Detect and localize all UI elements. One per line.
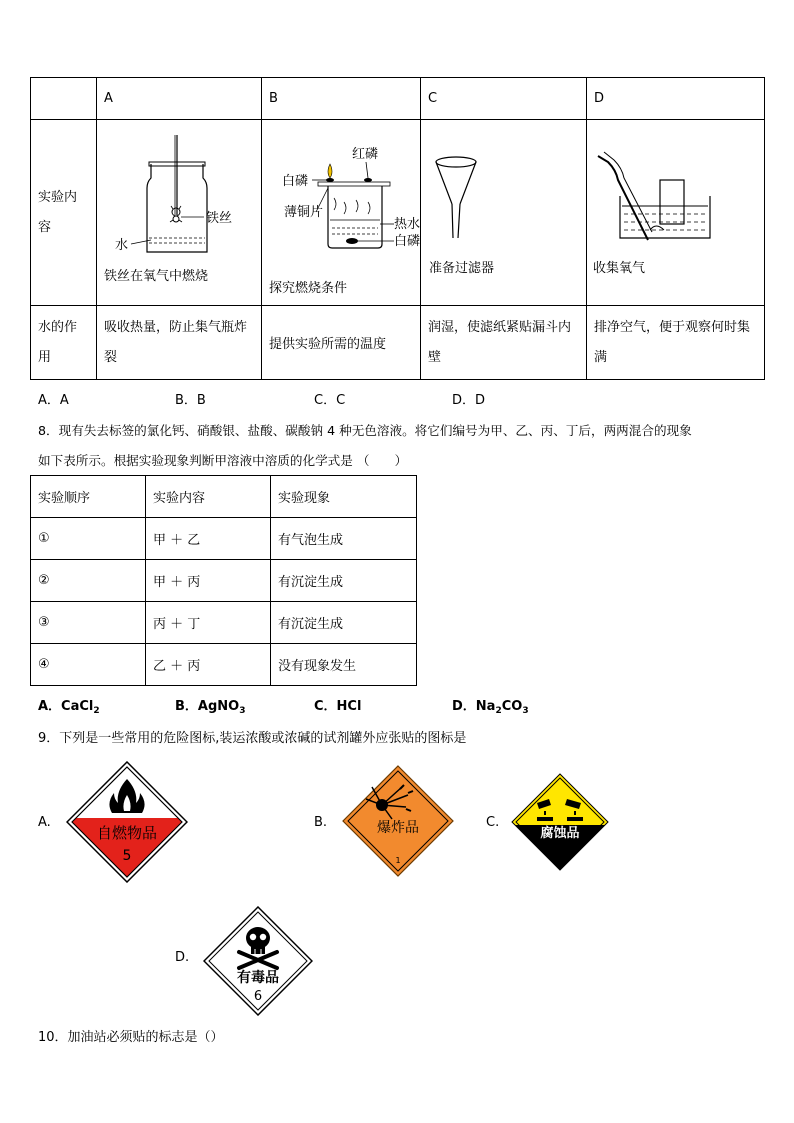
q7-option-b: B．B — [175, 393, 206, 408]
q7-water-a: 吸收热量，防止集气瓶炸裂 — [97, 306, 262, 380]
q8-cell-order: ① — [31, 518, 146, 560]
q8-cell-phenomenon: 有沉淀生成 — [271, 602, 417, 644]
sign-d-number: 6 — [253, 989, 263, 1004]
sign-a-number: 5 — [122, 848, 132, 864]
sign-d-text: 有毒品 — [237, 970, 279, 986]
white-phosphorus-bottom-label: 白磷 — [394, 234, 420, 249]
q7-row2-label: 水的作用 — [31, 306, 97, 380]
q7-option-a: A．A — [38, 393, 69, 408]
q8-cell-content: 甲 ＋ 丙 — [146, 560, 271, 602]
q8-header-order: 实验顺序 — [31, 476, 146, 518]
q8-row — [31, 644, 417, 686]
q9-label-b: B. — [314, 815, 328, 830]
q7-header-a: A — [97, 78, 262, 120]
corrosive-sign — [511, 773, 609, 871]
q7-header-empty — [31, 78, 97, 120]
q7-water-row — [31, 306, 765, 380]
q8-text-line1: 8．现有失去标签的氯化钙、硝酸银、盐酸、碳酸钠 4 种无色溶液。将它们编号为甲、乙、丙、丁后，两两混合的现象 — [38, 423, 692, 438]
q9-text: 9．下列是一些常用的危险图标,装运浓酸或浓碱的试剂罐外应张贴的图标是 — [38, 731, 467, 746]
q8-cell-content: 甲 ＋ 乙 — [146, 518, 271, 560]
q8-header-content: 实验内容 — [146, 476, 271, 518]
q8-cell-content: 乙 ＋ 丙 — [146, 644, 271, 686]
q8-cell-order: ② — [31, 560, 146, 602]
q8-cell-order: ③ — [31, 602, 146, 644]
hot-water-label: 热水 — [394, 217, 420, 232]
q9-label-d: D. — [175, 950, 190, 965]
q7-caption-b: 探究燃烧条件 — [269, 281, 348, 296]
q9-label-c: C. — [486, 815, 500, 830]
explosive-sign — [342, 765, 454, 877]
q8-cell-phenomenon: 有沉淀生成 — [271, 560, 417, 602]
gas-collection-figure — [594, 150, 714, 245]
q7-row1-label: 实验内容 — [31, 120, 97, 306]
q8-cell-order: ④ — [31, 644, 146, 686]
q7-caption-d: 收集氧气 — [593, 261, 646, 276]
red-phosphorus-label: 红磷 — [352, 147, 379, 162]
q7-water-d: 排净空气，便于观察何时集满 — [587, 306, 765, 380]
q8-table — [30, 475, 417, 686]
sign-b-number: 1 — [395, 856, 401, 865]
q7-option-c: C．C — [314, 393, 346, 408]
iron-wire-label: 铁丝 — [206, 211, 233, 226]
q8-option-b: B．AgNO$_3$ — [175, 699, 246, 716]
q7-option-d: D．D — [452, 393, 486, 408]
q8-row — [31, 602, 417, 644]
funnel-figure — [430, 152, 500, 242]
sign-a-text: 自燃物品 — [96, 824, 158, 842]
q8-cell-content: 丙 ＋ 丁 — [146, 602, 271, 644]
q7-caption-c: 准备过滤器 — [429, 261, 495, 276]
sign-b-text: 爆炸品 — [377, 820, 419, 836]
water-label: 水 — [115, 238, 129, 253]
iron-wire-figure — [105, 130, 255, 260]
q8-header-row — [31, 476, 417, 518]
spontaneous-combustion-sign — [66, 761, 188, 883]
combustion-figure — [270, 140, 420, 255]
q8-row — [31, 518, 417, 560]
q8-header-phenomenon: 实验现象 — [271, 476, 417, 518]
copper-sheet-label: 薄铜片 — [284, 205, 324, 220]
q8-option-c: C．HCl — [314, 699, 362, 714]
white-phosphorus-top-label: 白磷 — [282, 174, 309, 189]
q10-text: 10．加油站必须贴的标志是（） — [38, 1030, 224, 1045]
toxic-sign — [203, 906, 313, 1016]
q8-row — [31, 560, 417, 602]
q8-cell-phenomenon: 有气泡生成 — [271, 518, 417, 560]
q8-option-d: D．$Na_2CO_3$ — [452, 699, 529, 716]
q8-option-a: A．CaCl$_2$ — [38, 699, 100, 716]
q8-cell-phenomenon: 没有现象发生 — [271, 644, 417, 686]
sign-c-text: 腐蚀品 — [540, 826, 580, 841]
q9-label-a: A. — [38, 815, 51, 830]
q7-header-b: B — [262, 78, 421, 120]
q7-water-b: 提供实验所需的温度 — [262, 306, 421, 380]
q7-header-d: D — [587, 78, 765, 120]
q7-header-row — [31, 78, 765, 120]
q8-text-line2: 如下表所示。根据实验现象判断甲溶液中溶质的化学式是 （ ） — [38, 453, 408, 468]
q7-header-c: C — [421, 78, 587, 120]
q7-caption-a: 铁丝在氧气中燃烧 — [104, 269, 209, 284]
q7-water-c: 润湿，使滤纸紧贴漏斗内壁 — [421, 306, 587, 380]
